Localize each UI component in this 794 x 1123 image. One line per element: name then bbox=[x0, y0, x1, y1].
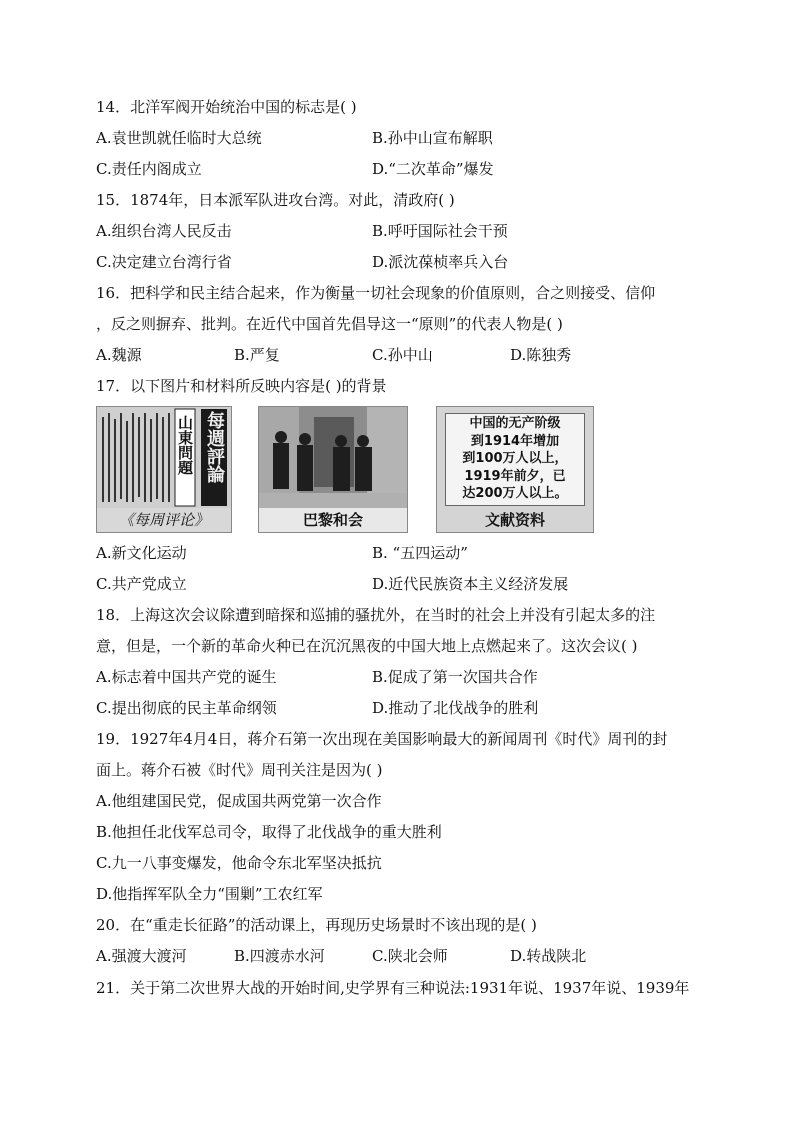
q20-option-c: C.陕北会师 bbox=[372, 947, 448, 965]
q15-option-a: A.组织台湾人民反击 bbox=[96, 222, 232, 240]
q17-option-d: D.近代民族资本主义经济发展 bbox=[372, 575, 569, 593]
q17-image3-caption: 文献资料 bbox=[437, 508, 593, 532]
document-text-box bbox=[445, 413, 585, 506]
q16-option-c: C.孙中山 bbox=[372, 346, 433, 364]
q18-option-a: A.标志着中国共产党的诞生 bbox=[96, 668, 277, 686]
q21-stem: 21．关于第二次世界大战的开始时间,史学界有三种说法:1931年说、1937年说、1939年 bbox=[96, 979, 690, 997]
q15-option-c: C.决定建立台湾行省 bbox=[96, 253, 232, 271]
q17-option-a: A.新文化运动 bbox=[96, 544, 187, 562]
q15-option-d: D.派沈葆桢率兵入台 bbox=[372, 253, 509, 271]
q17-image-paris-conference bbox=[258, 406, 408, 533]
document-line-5: 达200万人以上。 bbox=[462, 486, 568, 501]
document-line-2: 到1914年增加 bbox=[470, 433, 560, 449]
q19-option-b: B.他担任北伐军总司令，取得了北伐战争的重大胜利 bbox=[96, 823, 442, 841]
q16-stem-line2: ，反之则摒弃、批判。在近代中国首先倡导这一“原则”的代表人物是( ) bbox=[96, 315, 563, 333]
q14-option-c: C.责任内阁成立 bbox=[96, 160, 202, 178]
q14-option-b: B.孙中山宣布解职 bbox=[372, 129, 493, 147]
q17-image-newspaper bbox=[96, 406, 232, 533]
q18-option-b: B.促成了第一次国共合作 bbox=[372, 668, 538, 686]
newspaper-masthead: 每週評論 bbox=[204, 411, 225, 483]
newspaper-headline: 山東問題 bbox=[176, 415, 194, 475]
q18-stem-line2: 意，但是，一个新的革命火种已在沉沉黑夜的中国大地上点燃起来了。这次会议( ) bbox=[96, 637, 638, 655]
q19-option-c: C.九一八事变爆发，他命令东北军坚决抵抗 bbox=[96, 854, 382, 872]
q20-option-d: D.转战陕北 bbox=[510, 947, 587, 965]
q20-stem: 20．在“重走长征路”的活动课上，再现历史场景时不该出现的是( ) bbox=[96, 916, 537, 934]
document-line-4: 1919年前夕，已 bbox=[464, 468, 566, 484]
q18-stem-line1: 18．上海这次会议除遭到暗探和巡捕的骚扰外，在当时的社会上并没有引起太多的注 bbox=[96, 606, 656, 624]
q16-option-d: D.陈独秀 bbox=[510, 346, 572, 364]
q17-image2-caption: 巴黎和会 bbox=[259, 508, 407, 532]
paris-conference-photo bbox=[259, 407, 407, 508]
q16-stem-line1: 16．把科学和民主结合起来，作为衡量一切社会现象的价值原则，合之则接受、信仰 bbox=[96, 284, 656, 302]
q19-option-a: A.他组建国民党，促成国共两党第一次合作 bbox=[96, 792, 382, 810]
q20-option-a: A.强渡大渡河 bbox=[96, 947, 187, 965]
q14-stem: 14．北洋军阀开始统治中国的标志是( ) bbox=[96, 98, 357, 116]
q14-option-a: A.袁世凯就任临时大总统 bbox=[96, 129, 262, 147]
q19-stem-line1: 19．1927年4月4日，蒋介石第一次出现在美国影响最大的新闻周刊《时代》周刊的封 bbox=[96, 730, 668, 748]
q15-option-b: B.呼吁国际社会干预 bbox=[372, 222, 508, 240]
q19-stem-line2: 面上。蒋介石被《时代》周刊关注是因为( ) bbox=[96, 761, 383, 779]
q15-stem: 15．1874年，日本派军队进攻台湾。对此，清政府( ) bbox=[96, 191, 455, 209]
q18-option-d: D.推动了北伐战争的胜利 bbox=[372, 699, 539, 717]
q16-option-a: A.魏源 bbox=[96, 346, 142, 364]
q20-option-b: B.四渡赤水河 bbox=[234, 947, 325, 965]
q17-option-b: B. “五四运动” bbox=[372, 544, 468, 562]
q19-option-d: D.他指挥军队全力“围剿”工农红军 bbox=[96, 885, 323, 903]
q17-option-c: C.共产党成立 bbox=[96, 575, 187, 593]
q17-stem: 17．以下图片和材料所反映内容是( )的背景 bbox=[96, 377, 387, 395]
q16-option-b: B.严复 bbox=[234, 346, 280, 364]
document-line-3: 到100万人以上， bbox=[462, 451, 568, 466]
q14-option-d: D.“二次革命”爆发 bbox=[372, 160, 494, 178]
q18-option-c: C.提出彻底的民主革命纲领 bbox=[96, 699, 277, 717]
q17-image1-caption: 《每周评论》 bbox=[97, 508, 231, 532]
q17-image-document bbox=[436, 406, 594, 533]
document-line-1: 中国的无产阶级 bbox=[469, 416, 561, 431]
